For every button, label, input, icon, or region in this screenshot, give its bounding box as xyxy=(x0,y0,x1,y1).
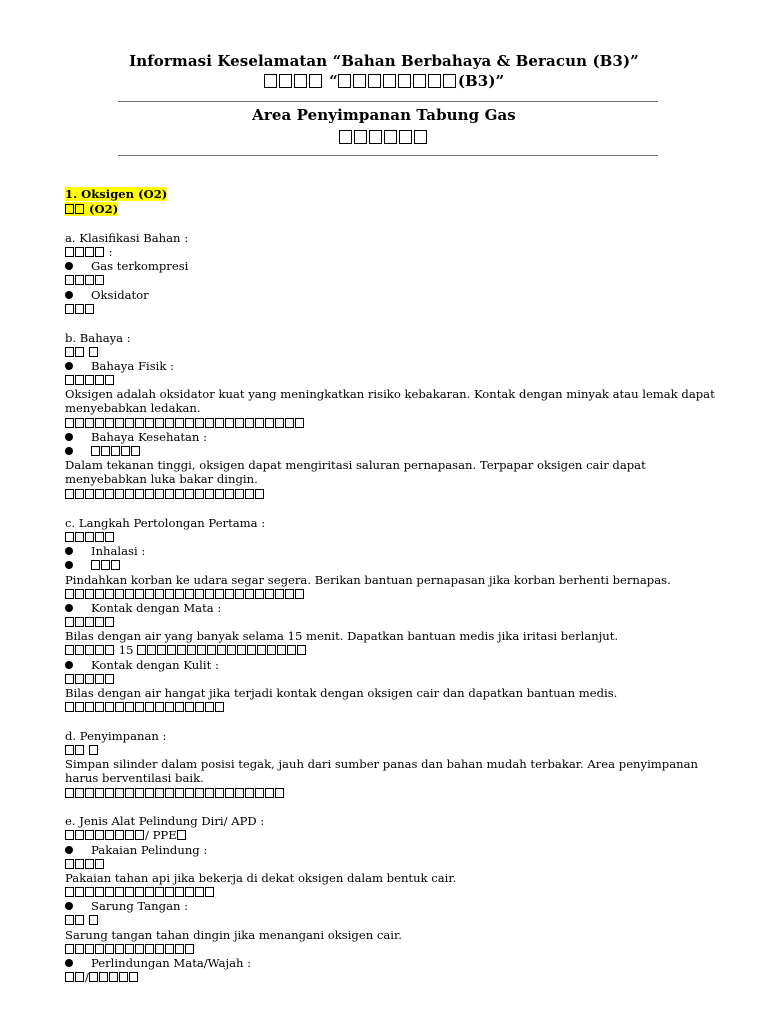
header-divider-bottom xyxy=(118,155,658,156)
list-item-chinese xyxy=(65,913,99,927)
eye-contact-text-chinese: 15 xyxy=(65,643,307,657)
section-heading-chinese: (O2) xyxy=(65,202,118,216)
protective-clothing-text: Pakaian tahan api jika bekerja di dekat oksigen dalam bentuk cair. xyxy=(65,871,457,885)
title-cn-quote: “ xyxy=(329,72,338,90)
area-title-chinese xyxy=(0,128,768,146)
classification-label-chinese: : xyxy=(65,245,113,259)
first-aid-label: c. Langkah Pertolongan Pertama : xyxy=(65,516,266,530)
gloves-text-chinese xyxy=(65,942,195,956)
bullet-icon xyxy=(65,561,73,569)
eye-contact-text: Bilas dengan air yang banyak selama 15 menit. Dapatkan bantuan medis jika iritasi berlanjut. xyxy=(65,629,619,643)
health-hazard-text: Dalam tekanan tinggi, oksigen dapat mengiritasi saluran pernapasan. Terpapar oksigen cair dapat menyebabkan luka bakar dingin. xyxy=(65,458,646,487)
ppe-label: e. Jenis Alat Pelindung Diri/ APD : xyxy=(65,814,265,828)
first-aid-label-chinese xyxy=(65,530,115,544)
list-item-chinese: / xyxy=(65,970,139,984)
list-item-chinese xyxy=(65,857,105,871)
bullet-icon xyxy=(65,661,73,669)
bullet-icon xyxy=(65,262,73,270)
hazard-label-chinese xyxy=(65,345,99,359)
storage-text-chinese xyxy=(65,786,285,800)
hazard-label: b. Bahaya : xyxy=(65,331,131,345)
storage-label-chinese xyxy=(65,743,99,757)
skin-contact-text: Bilas dengan air hangat jika terjadi kontak dengan oksigen cair dan dapatkan bantuan medis. xyxy=(65,686,618,700)
document-title: Informasi Keselamatan “Bahan Berbahaya & Beracun (B3)” xyxy=(129,52,639,70)
document-page: Informasi Keselamatan “Bahan Berbahaya & Beracun (B3)” “ (B3)” Area Penyimpanan Tabung Gas 1. Oksigen (O2) (O2) a. Klasifikasi Bahan : : Gas terkompresi Oksidator b. Bahaya : Bahaya Fisik : Oksigen adalah oksidator kuat yang meningkatkan risiko kebakaran. Kontak dengan minyak atau lemak dapat menyebabkan ledakan. Bahaya Kesehatan : Dalam tekanan tinggi, oksigen dapat mengiritasi saluran pernapasan. Terpapar oksigen cair dapat menyebabkan luka bakar dingin. c. Langkah Pertolongan Pertama : Inhalasi : Pindahkan korban ke udara segar segera. Berikan bantuan pernapasan jika korban berhenti bernapas. Kontak dengan Mata : Bilas dengan air yang banyak selama 15 menit. Dapatkan bantuan medis jika iritasi berlanjut. 15 Kontak dengan Kulit : Bilas dengan air hangat jika terjadi kontak dengan oksigen cair dan dapatkan bantuan medis. d. Penyimpanan : Simpan silinder dalam posisi tegak, jauh dari sumber panas dan bahan mudah terbakar. Area penyimpanan harus berventilasi baik. e. Jenis Alat Pelindung Diri/ APD : / PPE Pakaian Pelindung : Pakaian tahan api jika bekerja di dekat oksigen dalam bentuk cair. Sarung Tangan : Sarung tangan tahan dingin jika menangani oksigen cair. Perlindungan Mata/Wajah : / xyxy=(0,0,768,1024)
storage-text: Simpan silinder dalam posisi tegak, jauh dari sumber panas dan bahan mudah terbakar. Area penyimpanan harus berventilasi baik. xyxy=(65,757,698,786)
health-hazard-text-chinese xyxy=(65,487,265,501)
gloves-text: Sarung tangan tahan dingin jika menangani oksigen cair. xyxy=(65,928,402,942)
list-item-chinese xyxy=(65,672,115,686)
storage-label: d. Penyimpanan : xyxy=(65,729,167,743)
classification-label: a. Klasifikasi Bahan : xyxy=(65,231,189,245)
bullet-icon xyxy=(65,959,73,967)
bullet-icon xyxy=(65,846,73,854)
skin-contact-text-chinese xyxy=(65,700,225,714)
inhalation-text-chinese xyxy=(65,587,305,601)
list-item-chinese xyxy=(65,273,105,287)
area-title: Area Penyimpanan Tabung Gas xyxy=(252,106,516,124)
list-item-chinese xyxy=(65,302,95,316)
bullet-icon xyxy=(65,433,73,441)
inhalation-text: Pindahkan korban ke udara segar segera. Berikan bantuan pernapasan jika korban berhenti bernapas. xyxy=(65,573,671,587)
bullet-icon xyxy=(65,291,73,299)
list-item-chinese xyxy=(65,615,115,629)
protective-clothing-text-chinese xyxy=(65,885,215,899)
bullet-icon xyxy=(65,604,73,612)
document-title-chinese xyxy=(0,72,768,90)
section-heading: 1. Oksigen (O2) xyxy=(65,187,168,201)
bullet-icon xyxy=(65,547,73,555)
bullet-icon xyxy=(65,902,73,910)
physical-hazard-text-chinese xyxy=(65,416,305,430)
header-divider-top xyxy=(118,101,658,102)
list-item-chinese xyxy=(65,373,115,387)
title-cn-suffix: (B3)” xyxy=(457,72,505,90)
bullet-icon xyxy=(65,362,73,370)
physical-hazard-text: Oksigen adalah oksidator kuat yang meningkatkan risiko kebakaran. Kontak dengan minyak atau lemak dapat menyebabkan ledakan. xyxy=(65,387,715,416)
ppe-label-chinese: / PPE xyxy=(65,828,187,842)
bullet-icon xyxy=(65,447,73,455)
